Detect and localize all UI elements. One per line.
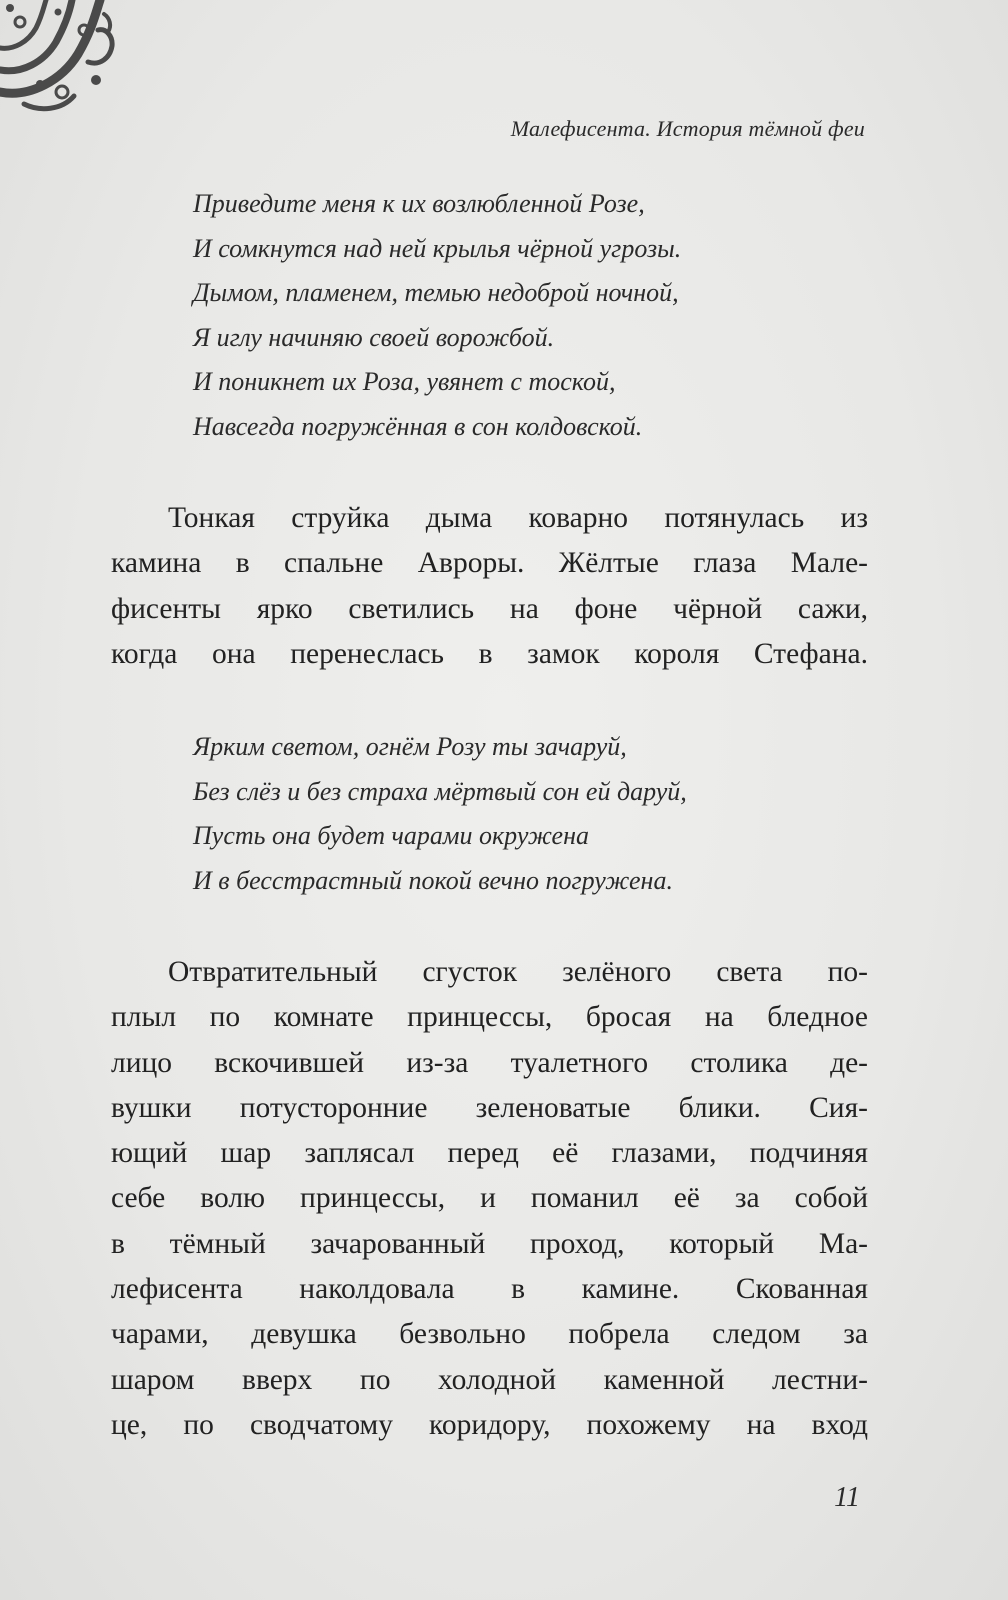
paragraph-line: в тёмный зачарованный проход, который Ма- xyxy=(111,1227,868,1260)
paragraph-line: Тонкая струйка дыма коварно потянулась из xyxy=(168,502,868,534)
paragraph-2 xyxy=(111,950,868,1448)
paragraph-line: фисенты ярко светились на фоне чёрной сажи, xyxy=(111,592,868,625)
verse-stanza-1 xyxy=(193,182,681,450)
verse-stanza-2 xyxy=(193,725,687,903)
paragraph-line: плыл по комнате принцессы, бросая на бледное xyxy=(111,1001,868,1034)
paragraph-line: ющий шар заплясал перед её глазами, подчиняя xyxy=(111,1137,868,1170)
verse-line: Ярким светом, огнём Розу ты зачаруй, xyxy=(193,732,627,761)
verse-line: И в бесстрастный покой вечно погружена. xyxy=(193,865,673,895)
verse-line: Пусть она будет чарами окружена xyxy=(193,821,589,851)
verse-line: Без слёз и без страха мёртвый сон ей даруй, xyxy=(193,776,687,806)
paragraph-line: вушки потусторонние зеленоватые блики. Сия- xyxy=(111,1091,868,1124)
paragraph-1 xyxy=(111,496,868,677)
running-head: Малефисента. История тёмной феи xyxy=(510,116,865,141)
paragraph-line: лефисента наколдовала в камине. Скованная xyxy=(111,1273,868,1306)
page-number: 11 xyxy=(834,1482,860,1513)
paragraph-line: шаром вверх по холодной каменной лестни- xyxy=(111,1363,868,1396)
paragraph-line: когда она перенеслась в замок короля Стефана. xyxy=(111,637,868,670)
corner-flourish-icon xyxy=(0,0,115,115)
verse-line: Я иглу начиняю своей ворожбой. xyxy=(193,322,555,352)
verse-line: И сомкнутся над ней крылья чёрной угрозы. xyxy=(193,233,682,263)
paragraph-line: чарами, девушка безвольно побрела следом за xyxy=(111,1318,868,1351)
paragraph-line: себе волю принцессы, и поманил её за собой xyxy=(111,1182,868,1215)
paragraph-line: Отвратительный сгусток зелёного света по- xyxy=(168,956,868,988)
verse-line: Дымом, пламенем, темью недоброй ночной, xyxy=(193,278,679,308)
paragraph-line: це, по сводчатому коридору, похожему на вход xyxy=(111,1408,868,1441)
paragraph-line: лицо вскочившей из-за туалетного столика де- xyxy=(111,1046,868,1079)
verse-line: И поникнет их Роза, увянет с тоской, xyxy=(193,367,616,397)
verse-line: Приведите меня к их возлюбленной Розе, xyxy=(193,189,645,218)
paragraph-line: камина в спальне Авроры. Жёлтые глаза Мале- xyxy=(111,547,868,580)
verse-line: Навсегда погружённая в сон колдовской. xyxy=(193,411,643,441)
